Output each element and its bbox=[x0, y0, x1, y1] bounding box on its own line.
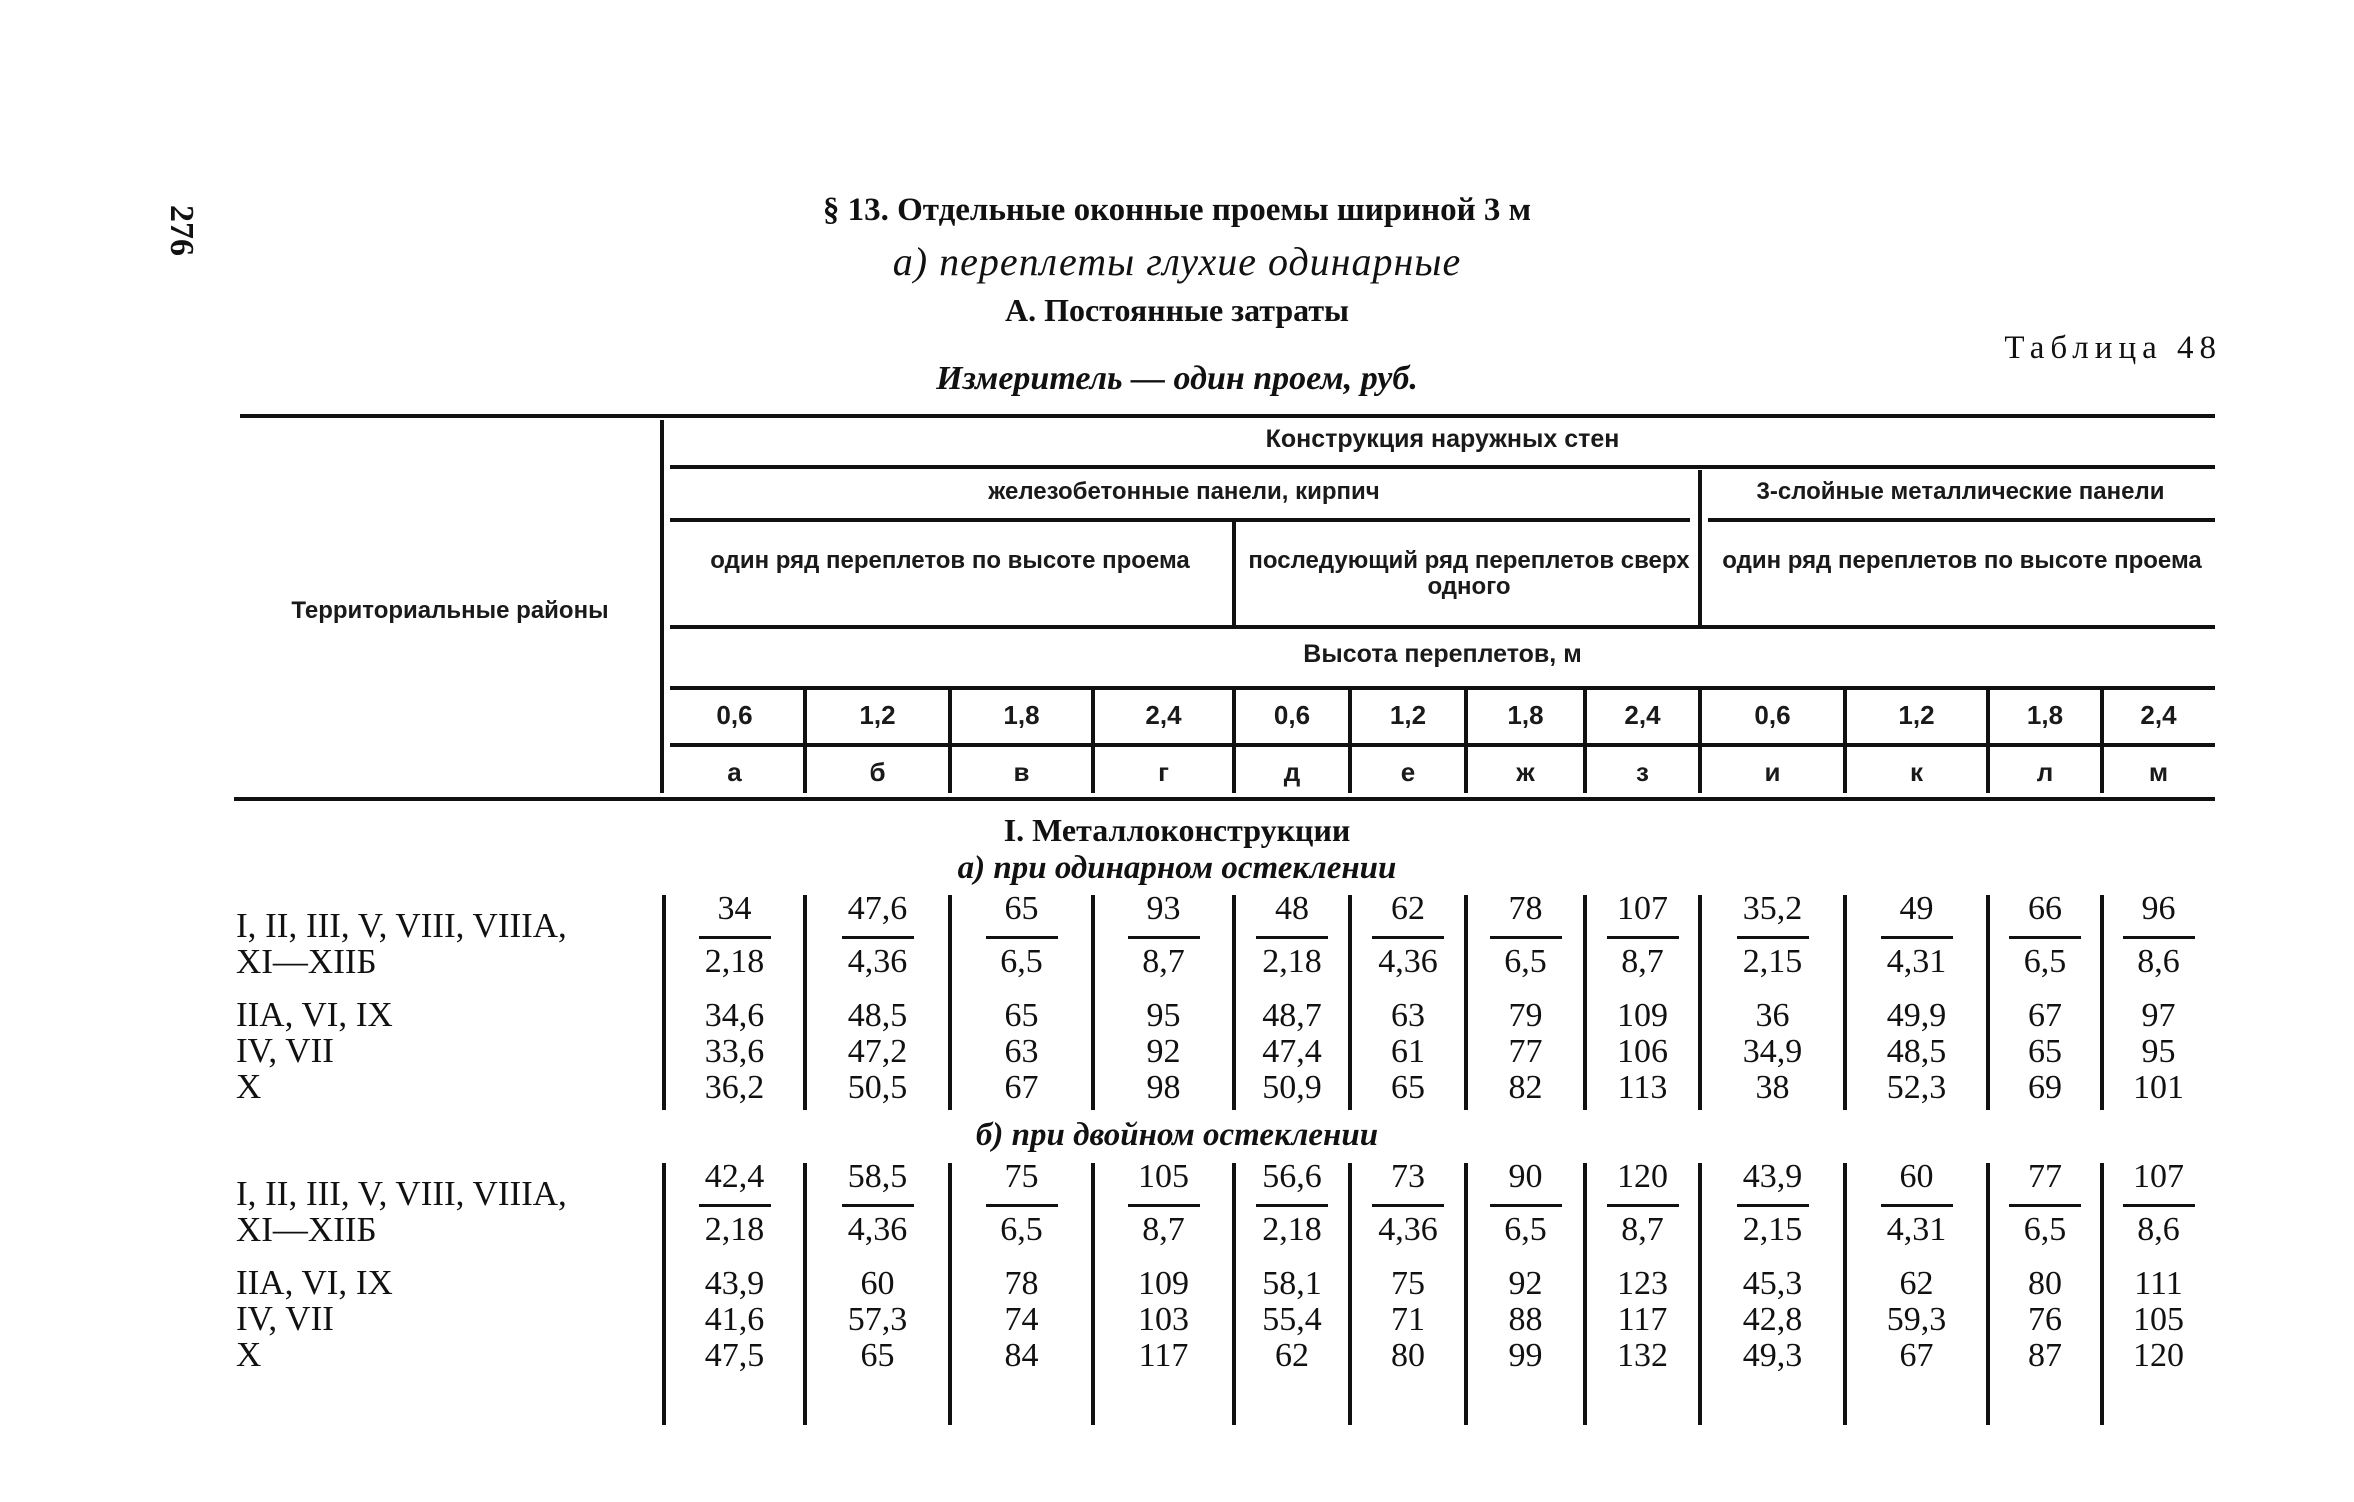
numerator-block_a-5: 62 bbox=[1391, 890, 1425, 927]
page-number: 276 bbox=[163, 205, 200, 256]
header-height-0: 0,6 bbox=[716, 700, 753, 730]
cell-block_a-2-10: 69 bbox=[2028, 1069, 2062, 1106]
cell-block_a-2-7: 113 bbox=[1617, 1069, 1668, 1106]
header-sub-a1: один ряд переплетов по высоте проема bbox=[710, 547, 1190, 574]
fraction-bar-block_b-9 bbox=[1881, 1204, 1953, 1207]
cell-block_b-0-1: 60 bbox=[860, 1265, 895, 1302]
fraction-bar-block_b-2 bbox=[986, 1204, 1058, 1207]
cell-block_b-1-1: 57,3 bbox=[847, 1301, 908, 1338]
header-letter-7: з bbox=[1636, 757, 1649, 787]
cell-block_a-1-3: 92 bbox=[1146, 1033, 1181, 1070]
header-height-1: 1,2 bbox=[859, 700, 896, 730]
header-height-3: 2,4 bbox=[1145, 700, 1182, 730]
cell-block_b-1-2: 74 bbox=[1004, 1301, 1039, 1338]
cell-block_a-0-8: 36 bbox=[1755, 997, 1790, 1034]
header-letter-9: к bbox=[1909, 757, 1923, 787]
cell-block_a-1-1: 47,2 bbox=[847, 1033, 908, 1070]
denominator-block_b-6: 6,5 bbox=[1504, 1211, 1547, 1248]
cell-block_b-1-5: 71 bbox=[1391, 1301, 1425, 1338]
numerator-block_b-5: 73 bbox=[1391, 1158, 1425, 1195]
rule-sub-a bbox=[670, 518, 1690, 522]
fraction-bar-block_a-2 bbox=[986, 936, 1058, 939]
header-sub-b1: один ряд переплетов по высоте проема bbox=[1722, 547, 2202, 574]
section-title: I. Металлоконструкции bbox=[1003, 812, 1351, 848]
row-label-block_a-2: IV, VII bbox=[236, 1031, 334, 1070]
cell-block_a-2-0: 36,2 bbox=[704, 1069, 765, 1106]
denominator-block_b-2: 6,5 bbox=[1000, 1211, 1043, 1248]
denominator-block_a-11: 8,6 bbox=[2137, 943, 2180, 980]
numerator-block_a-1: 47,6 bbox=[847, 890, 908, 927]
header-letter-2: в bbox=[1013, 757, 1030, 787]
header-letter-1: б bbox=[869, 757, 886, 787]
cell-block_b-2-6: 99 bbox=[1508, 1337, 1543, 1374]
denominator-block_b-3: 8,7 bbox=[1142, 1211, 1185, 1248]
fraction-bar-block_a-9 bbox=[1881, 936, 1953, 939]
denominator-block_a-1: 4,36 bbox=[847, 943, 908, 980]
numerator-block_b-3: 105 bbox=[1138, 1158, 1189, 1195]
numerator-block_b-2: 75 bbox=[1004, 1158, 1039, 1195]
cell-block_a-0-1: 48,5 bbox=[847, 997, 908, 1034]
fraction-bar-block_a-6 bbox=[1490, 936, 1562, 939]
rule-sub-bottom bbox=[670, 625, 2215, 629]
header-height-7: 2,4 bbox=[1624, 700, 1661, 730]
numerator-block_b-10: 77 bbox=[2028, 1158, 2062, 1195]
cell-block_b-2-10: 87 bbox=[2028, 1337, 2062, 1374]
denominator-block_b-4: 2,18 bbox=[1262, 1211, 1322, 1248]
cell-block_b-2-11: 120 bbox=[2133, 1337, 2184, 1374]
numerator-block_a-8: 35,2 bbox=[1742, 890, 1803, 927]
header-height-4: 0,6 bbox=[1273, 700, 1311, 730]
cell-block_a-2-11: 101 bbox=[2133, 1069, 2184, 1106]
cell-block_a-0-7: 109 bbox=[1617, 997, 1668, 1034]
denominator-block_a-6: 6,5 bbox=[1504, 943, 1547, 980]
header-letter-4: д bbox=[1283, 757, 1301, 787]
cell-block_a-0-11: 97 bbox=[2141, 997, 2176, 1034]
denominator-block_b-1: 4,36 bbox=[847, 1211, 908, 1248]
cell-block_b-1-8: 42,8 bbox=[1742, 1301, 1803, 1338]
fraction-bar-block_a-0 bbox=[699, 936, 771, 939]
denominator-block_a-0: 2,18 bbox=[704, 943, 765, 980]
denominator-block_a-3: 8,7 bbox=[1142, 943, 1185, 980]
header-height-10: 1,8 bbox=[2026, 700, 2064, 730]
denominator-block_a-4: 2,18 bbox=[1262, 943, 1322, 980]
numerator-block_a-10: 66 bbox=[2028, 890, 2062, 927]
header-height-5: 1,2 bbox=[1389, 700, 1427, 730]
header-group-all: Конструкция наружных стен bbox=[1265, 425, 1620, 453]
fraction-bar-block_a-7 bbox=[1607, 936, 1679, 939]
cell-block_b-0-9: 62 bbox=[1899, 1265, 1934, 1302]
denominator-block_b-9: 4,31 bbox=[1886, 1211, 1947, 1248]
cell-block_b-0-7: 123 bbox=[1617, 1265, 1668, 1302]
block-title-block_a: а) при одинарном остеклении bbox=[957, 850, 1397, 886]
header-row-label: Территориальные районы bbox=[291, 597, 609, 624]
denominator-block_b-10: 6,5 bbox=[2023, 1211, 2067, 1248]
numerator-block_b-9: 60 bbox=[1899, 1158, 1934, 1195]
cell-block_a-1-2: 63 bbox=[1004, 1033, 1039, 1070]
header-group-a: железобетонные панели, кирпич bbox=[988, 478, 1380, 505]
cell-block_a-2-2: 67 bbox=[1004, 1069, 1039, 1106]
denominator-block_b-7: 8,7 bbox=[1621, 1211, 1664, 1248]
cell-block_b-1-6: 88 bbox=[1508, 1301, 1543, 1338]
cell-block_a-1-4: 47,4 bbox=[1262, 1033, 1322, 1070]
cell-block_b-1-10: 76 bbox=[2028, 1301, 2062, 1338]
cell-block_b-0-0: 43,9 bbox=[704, 1265, 765, 1302]
cell-block_b-2-7: 132 bbox=[1617, 1337, 1668, 1374]
fraction-bar-block_a-10 bbox=[2009, 936, 2081, 939]
table-number: Таблица 48 bbox=[2004, 330, 2222, 366]
numerator-block_a-4: 48 bbox=[1275, 890, 1309, 927]
cell-block_b-0-6: 92 bbox=[1508, 1265, 1543, 1302]
rule-group bbox=[670, 465, 2215, 469]
cell-block_a-2-5: 65 bbox=[1391, 1069, 1425, 1106]
cell-block_a-0-4: 48,7 bbox=[1262, 997, 1322, 1034]
cell-block_b-1-9: 59,3 bbox=[1886, 1301, 1947, 1338]
part-title: А. Постоянные затраты bbox=[1004, 292, 1350, 328]
numerator-block_a-2: 65 bbox=[1004, 890, 1039, 927]
header-height-8: 0,6 bbox=[1754, 700, 1791, 730]
numerator-block_a-3: 93 bbox=[1146, 890, 1181, 927]
cell-block_b-1-4: 55,4 bbox=[1262, 1301, 1322, 1338]
row-label-block_b-1: IIA, VI, IX bbox=[236, 1263, 393, 1302]
cell-block_b-2-9: 67 bbox=[1899, 1337, 1934, 1374]
vline-left bbox=[660, 420, 664, 793]
cell-block_a-1-5: 61 bbox=[1391, 1033, 1425, 1070]
cell-block_b-0-5: 75 bbox=[1391, 1265, 1425, 1302]
numerator-block_b-7: 120 bbox=[1617, 1158, 1668, 1195]
vline-sub-split bbox=[1232, 522, 1236, 625]
cell-block_b-0-2: 78 bbox=[1004, 1265, 1039, 1302]
cell-block_b-1-3: 103 bbox=[1138, 1301, 1189, 1338]
cell-block_b-0-10: 80 bbox=[2028, 1265, 2062, 1302]
cell-block_a-0-10: 67 bbox=[2028, 997, 2062, 1034]
cell-block_a-1-8: 34,9 bbox=[1742, 1033, 1803, 1070]
cell-block_a-1-6: 77 bbox=[1508, 1033, 1543, 1070]
fraction-bar-block_a-4 bbox=[1256, 936, 1328, 939]
numerator-block_b-8: 43,9 bbox=[1742, 1158, 1803, 1195]
row-label-block_b-0a: I, II, III, V, VIII, VIIIA, bbox=[236, 1174, 567, 1213]
header-letter-3: г bbox=[1158, 757, 1169, 787]
cell-block_b-2-5: 80 bbox=[1391, 1337, 1425, 1374]
denominator-block_b-0: 2,18 bbox=[704, 1211, 765, 1248]
header-height-label: Высота переплетов, м bbox=[1303, 640, 1582, 668]
fraction-bar-block_b-11 bbox=[2123, 1204, 2195, 1207]
cell-block_a-2-9: 52,3 bbox=[1886, 1069, 1947, 1106]
header-letter-5: е bbox=[1400, 757, 1416, 787]
cell-block_a-0-3: 95 bbox=[1146, 997, 1181, 1034]
subtitle: а) переплеты глухие одинарные bbox=[892, 239, 1462, 284]
header-group-b: 3-слойные металлические панели bbox=[1756, 478, 2165, 505]
cell-block_a-0-6: 79 bbox=[1508, 997, 1543, 1034]
cell-block_a-1-10: 65 bbox=[2028, 1033, 2062, 1070]
cell-block_b-2-2: 84 bbox=[1004, 1337, 1039, 1374]
cell-block_a-2-1: 50,5 bbox=[847, 1069, 908, 1106]
cell-block_a-0-5: 63 bbox=[1391, 997, 1425, 1034]
denominator-block_a-10: 6,5 bbox=[2023, 943, 2067, 980]
fraction-bar-block_a-11 bbox=[2123, 936, 2195, 939]
unit-label: Измеритель — один проем, руб. bbox=[936, 360, 1418, 397]
header-height-2: 1,8 bbox=[1003, 700, 1040, 730]
section-title: § 13. Отдельные оконные проемы шириной 3 м bbox=[822, 192, 1532, 228]
denominator-block_b-8: 2,15 bbox=[1742, 1211, 1803, 1248]
vline-group-split bbox=[1698, 470, 1702, 625]
fraction-bar-block_b-10 bbox=[2009, 1204, 2081, 1207]
row-label-block_b-0b: XI—XIIБ bbox=[236, 1210, 377, 1249]
numerator-block_a-0: 34 bbox=[717, 890, 752, 927]
cell-block_a-1-0: 33,6 bbox=[704, 1033, 765, 1070]
cell-block_a-1-7: 106 bbox=[1617, 1033, 1668, 1070]
header-letter-8: и bbox=[1764, 757, 1781, 787]
cell-block_b-0-3: 109 bbox=[1138, 1265, 1189, 1302]
denominator-block_a-9: 4,31 bbox=[1886, 943, 1947, 980]
row-label-block_a-0b: XI—XIIБ bbox=[236, 942, 377, 981]
cell-block_b-2-0: 47,5 bbox=[704, 1337, 765, 1374]
header-letter-11: м bbox=[2148, 757, 2169, 787]
fraction-bar-block_b-8 bbox=[1737, 1204, 1809, 1207]
fraction-bar-block_a-5 bbox=[1372, 936, 1444, 939]
numerator-block_a-11: 96 bbox=[2141, 890, 2176, 927]
cell-block_a-0-2: 65 bbox=[1004, 997, 1039, 1034]
numerator-block_a-9: 49 bbox=[1899, 890, 1934, 927]
numerator-block_b-0: 42,4 bbox=[704, 1158, 765, 1195]
fraction-bar-block_a-3 bbox=[1128, 936, 1200, 939]
header-height-6: 1,8 bbox=[1507, 700, 1544, 730]
cell-block_b-2-3: 117 bbox=[1138, 1337, 1189, 1374]
cell-block_b-2-1: 65 bbox=[860, 1337, 895, 1374]
cell-block_b-2-4: 62 bbox=[1275, 1337, 1309, 1374]
rule-heights-top bbox=[670, 686, 2215, 690]
row-label-block_b-2: IV, VII bbox=[236, 1299, 334, 1338]
cell-block_a-2-6: 82 bbox=[1508, 1069, 1543, 1106]
header-height-9: 1,2 bbox=[1898, 700, 1935, 730]
fraction-bar-block_a-8 bbox=[1737, 936, 1809, 939]
header-letter-0: а bbox=[727, 757, 742, 787]
denominator-block_a-5: 4,36 bbox=[1378, 943, 1438, 980]
numerator-block_b-11: 107 bbox=[2133, 1158, 2184, 1195]
denominator-block_a-7: 8,7 bbox=[1621, 943, 1664, 980]
cell-block_b-0-11: 111 bbox=[2134, 1265, 2183, 1302]
cell-block_b-1-0: 41,6 bbox=[704, 1301, 765, 1338]
denominator-block_b-5: 4,36 bbox=[1378, 1211, 1438, 1248]
cell-block_a-0-0: 34,6 bbox=[704, 997, 765, 1034]
header-letter-6: ж bbox=[1516, 757, 1535, 787]
block-title-block_b: б) при двойном остеклении bbox=[975, 1117, 1379, 1153]
fraction-bar-block_b-1 bbox=[842, 1204, 914, 1207]
cell-block_a-2-3: 98 bbox=[1146, 1069, 1181, 1106]
fraction-bar-block_b-4 bbox=[1256, 1204, 1328, 1207]
fraction-bar-block_b-7 bbox=[1607, 1204, 1679, 1207]
fraction-bar-block_b-0 bbox=[699, 1204, 771, 1207]
cell-block_b-2-8: 49,3 bbox=[1742, 1337, 1803, 1374]
row-label-block_a-1: IIA, VI, IX bbox=[236, 995, 393, 1034]
header-height-11: 2,4 bbox=[2140, 700, 2177, 730]
cell-block_a-2-4: 50,9 bbox=[1262, 1069, 1322, 1106]
numerator-block_b-1: 58,5 bbox=[847, 1158, 908, 1195]
cell-block_b-0-8: 45,3 bbox=[1742, 1265, 1803, 1302]
denominator-block_b-11: 8,6 bbox=[2137, 1211, 2180, 1248]
numerator-block_b-4: 56,6 bbox=[1262, 1158, 1322, 1195]
fraction-bar-block_b-3 bbox=[1128, 1204, 1200, 1207]
rule-top bbox=[240, 414, 2215, 418]
row-label-block_a-3: X bbox=[236, 1067, 262, 1106]
header-sub-a2: последующий ряд переплетов сверх одного bbox=[1248, 547, 1690, 600]
header-letter-10: л bbox=[2036, 757, 2054, 787]
rule-header-bottom bbox=[234, 797, 2215, 801]
row-label-block_a-0a: I, II, III, V, VIII, VIIIA, bbox=[236, 906, 567, 945]
row-label-block_b-3: X bbox=[236, 1335, 262, 1374]
cell-block_b-1-7: 117 bbox=[1617, 1301, 1668, 1338]
fraction-bar-block_b-6 bbox=[1490, 1204, 1562, 1207]
cell-block_b-0-4: 58,1 bbox=[1262, 1265, 1322, 1302]
cell-block_a-0-9: 49,9 bbox=[1886, 997, 1947, 1034]
cell-block_a-1-11: 95 bbox=[2141, 1033, 2176, 1070]
rule-heights-bottom bbox=[670, 743, 2215, 747]
fraction-bar-block_b-5 bbox=[1372, 1204, 1444, 1207]
numerator-block_a-6: 78 bbox=[1508, 890, 1543, 927]
numerator-block_a-7: 107 bbox=[1617, 890, 1668, 927]
rule-sub-b bbox=[1708, 518, 2215, 522]
fraction-bar-block_a-1 bbox=[842, 936, 914, 939]
numerator-block_b-6: 90 bbox=[1508, 1158, 1543, 1195]
cell-block_a-2-8: 38 bbox=[1755, 1069, 1790, 1106]
denominator-block_a-8: 2,15 bbox=[1742, 943, 1803, 980]
denominator-block_a-2: 6,5 bbox=[1000, 943, 1043, 980]
cell-block_a-1-9: 48,5 bbox=[1886, 1033, 1947, 1070]
cell-block_b-1-11: 105 bbox=[2133, 1301, 2184, 1338]
